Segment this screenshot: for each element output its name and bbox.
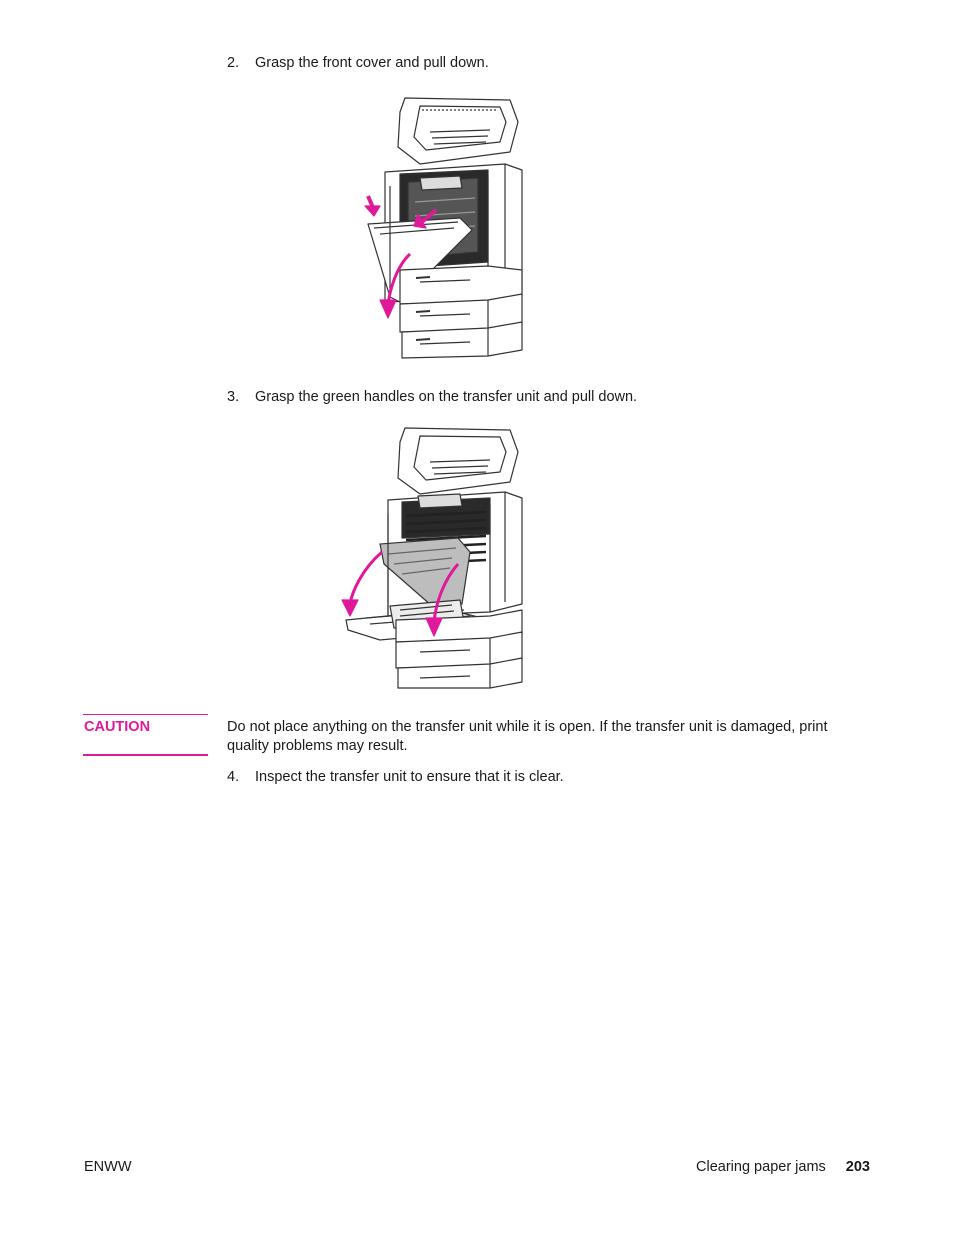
caution-top-rule <box>83 714 208 715</box>
step-number: 4. <box>227 769 240 785</box>
footer-left-label: ENWW <box>84 1159 132 1175</box>
step-text: Grasp the green handles on the transfer unit and pull down. <box>255 389 638 405</box>
step-number: 2. <box>227 55 240 71</box>
step-3 <box>227 389 637 405</box>
printer-front-cover-open-illustration <box>360 92 530 362</box>
caution-label: CAUTION <box>84 719 151 735</box>
footer-right <box>696 1159 870 1175</box>
page-number: 203 <box>845 1159 870 1175</box>
step-text: Inspect the transfer unit to ensure that it is clear. <box>255 769 564 785</box>
caution-text: Do not place anything on the transfer unit while it is open. If the transfer unit is damaged, print quality problems may result. <box>227 719 828 754</box>
step-4 <box>227 769 564 785</box>
step-number: 3. <box>227 389 240 405</box>
step-2 <box>227 55 489 71</box>
caution-bottom-rule <box>83 754 208 756</box>
step-text: Grasp the front cover and pull down. <box>255 55 489 71</box>
footer-section-title: Clearing paper jams <box>696 1159 826 1175</box>
printer-transfer-unit-open-illustration <box>340 424 530 689</box>
